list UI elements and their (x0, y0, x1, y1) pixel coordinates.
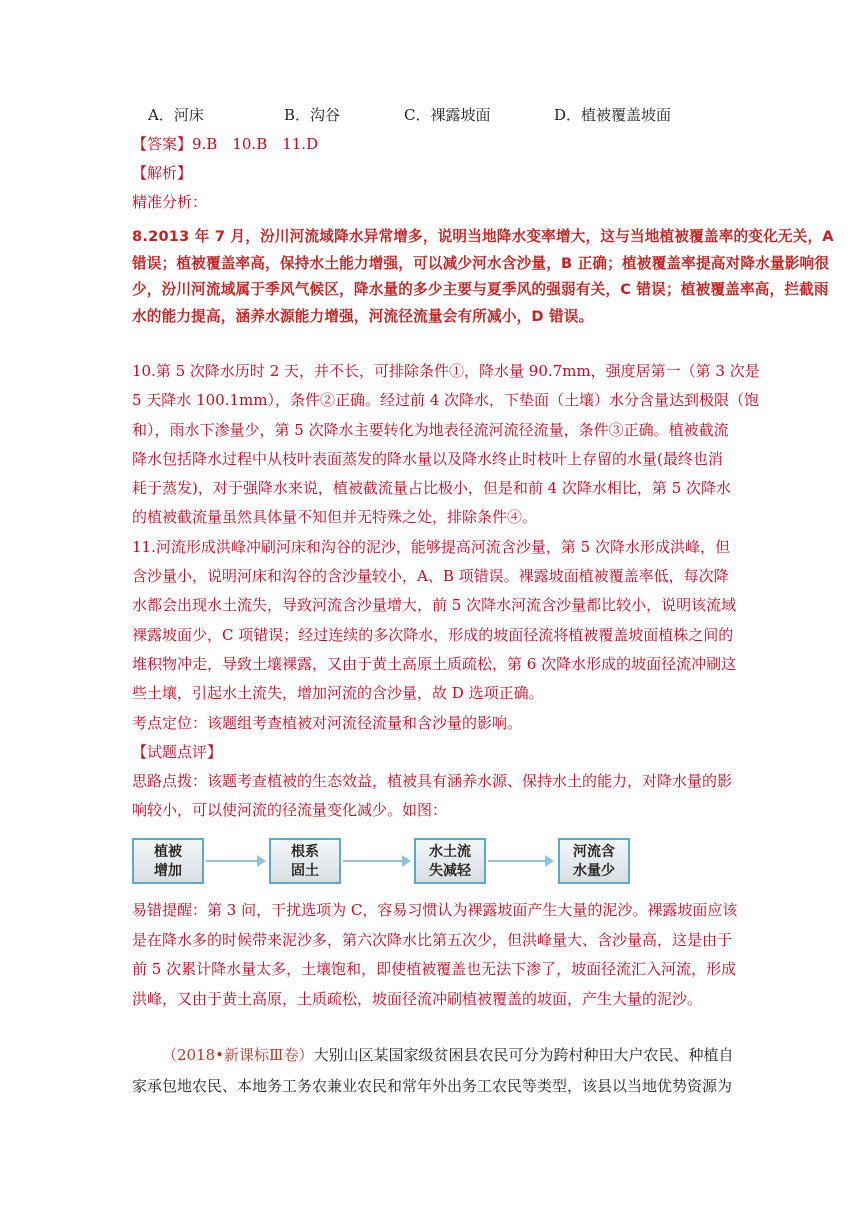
flow-box (269, 838, 341, 884)
answer-line: 【答案】9.B 10.B 11.D (132, 135, 319, 153)
flow-arrow (206, 860, 264, 862)
exam-point-line: 考点定位：该题组考查植被对河流径流量和含沙量的影响。 (132, 713, 523, 732)
flow-arrow (343, 860, 409, 862)
analysis-line: 11.河流形成洪峰冲刷河床和沟谷的泥沙，能够提高河流含沙量，第 5 次降水形成洪峰，但 (132, 537, 730, 556)
flow-diagram (132, 838, 652, 886)
q8-line: 少，汾川河流域属于季风气候区，降水量的多少主要与夏季风的强弱有关，C 错误；植被覆盖率高，拦截雨 (132, 281, 829, 298)
analysis-line: 降水包括降水过程中从枝叶表面蒸发的降水量以及降水终止时枝叶上存留的水量(最终也消 (132, 449, 723, 468)
next-question (132, 1040, 732, 1102)
flow-box-line: 增加 (154, 863, 182, 879)
q8-analysis-image-text (132, 224, 834, 330)
option-b: B．沟谷 (284, 106, 341, 124)
analysis-line: 的植被截流量虽然具体量不知但并无特殊之处，排除条件④。 (132, 508, 538, 527)
flow-box (132, 838, 204, 884)
question-source: （2018•新课标Ⅲ卷） (162, 1046, 314, 1064)
analysis-line: 10.第 5 次降水历时 2 天，并不长，可排除条件①，降水量 90.7mm，强度居第一（第 3 次是 (132, 362, 760, 380)
error-line: 是在降水多的时候带来泥沙多，第六次降水比第五次少，但洪峰量大、含沙量高，这是由于 (132, 930, 733, 949)
error-reminder (132, 896, 738, 1014)
next-question-line (132, 1040, 732, 1071)
error-line: 前 5 次累计降水量太多，土壤饱和，即使植被覆盖也无法下渗了，坡面径流汇入河流，形成 (132, 960, 737, 978)
error-line: 易错提醒：第 3 问，干扰选项为 C，容易习惯认为裸露坡面产生大量的泥沙。裸露坡面应该 (132, 901, 738, 919)
flow-box-line: 河流含 (573, 844, 615, 860)
option-c: C．裸露坡面 (404, 106, 491, 124)
analysis-line: 耗于蒸发)，对于强降水来说，植被截流量占比极小，但是和前 4 次降水相比，第 5 次降水 (132, 479, 732, 498)
q8-line: 8.2013 年 7 月，汾川河流域降水异常增多，说明当地降水变率增大，这与当地植被覆盖率的变化无关，A (132, 228, 834, 245)
precise-analysis-heading: 精准分析： (132, 193, 208, 211)
flow-box-line: 植被 (154, 844, 182, 860)
q10-q11-analysis (132, 357, 760, 826)
analysis-line: 水都会出现水土流失，导致河流含沙量增大，前 5 次降水河流含沙量都比较小，说明该流域 (132, 596, 737, 615)
flow-box-line: 根系 (291, 844, 319, 860)
flow-box-line: 水量少 (573, 863, 615, 879)
thinking-line: 响较小，可以使河流的径流量变化减少。如图： (132, 801, 448, 820)
error-line: 洪峰，又由于黄土高原，土质疏松，坡面径流冲刷植被覆盖的坡面，产生大量的泥沙。 (132, 989, 703, 1008)
analysis-line: 裸露坡面少，C 项错误；经过连续的多次降水，形成的坡面径流将植被覆盖坡面植株之间的 (132, 625, 734, 644)
option-a: A．河床 (148, 106, 204, 124)
thinking-line: 思路点拨：该题考查植被的生态效益，植被具有涵养水源、保持水土的能力，对降水量的影 (132, 772, 733, 791)
question-text: 大别山区某国家级贫困县农民可分为跨村种田大户农民、种植自 (313, 1046, 734, 1064)
q8-line: 错误；植被覆盖率高，保持水土能力增强，可以减少河水含沙量，B 正确；植被覆盖率提高对降水量影响很 (132, 254, 830, 272)
flow-box-line: 水土流 (429, 844, 471, 860)
review-heading: 【试题点评】 (132, 742, 223, 761)
next-question-line: 家承包地农民、本地务工务农兼业农民和常年外出务工农民等类型，该县以当地优势资源为 (132, 1077, 733, 1095)
option-d: D．植被覆盖坡面 (554, 106, 672, 124)
q8-line: 水的能力提高，涵养水源能力增强，河流径流量会有所减小，D 错误。 (132, 307, 594, 325)
analysis-line: 和），雨水下渗量少，第 5 次降水主要转化为地表径流河流径流量，条件③正确。植被截流 (132, 420, 729, 439)
flow-box-line: 固土 (291, 863, 319, 879)
flow-box (414, 838, 486, 884)
analysis-heading: 【解析】 (132, 164, 193, 182)
flow-box (558, 838, 630, 884)
analysis-line: 含沙量小，说明河床和沟谷的含沙量较小，A、B 项错误。裸露坡面植被覆盖率低，每次降 (132, 567, 729, 586)
flow-arrow (488, 860, 552, 862)
analysis-line: 些土壤，引起水土流失，增加河流的含沙量，故 D 选项正确。 (132, 684, 544, 703)
analysis-line: 5 天降水 100.1mm），条件②正确。经过前 4 次降水，下垫面（土壤）水分含量达到极限（饱 (132, 391, 760, 410)
flow-box-line: 失减轻 (429, 863, 471, 879)
analysis-line: 堆积物冲走，导致土壤裸露，又由于黄土高原土质疏松，第 6 次降水形成的坡面径流冲刷这 (132, 654, 737, 673)
